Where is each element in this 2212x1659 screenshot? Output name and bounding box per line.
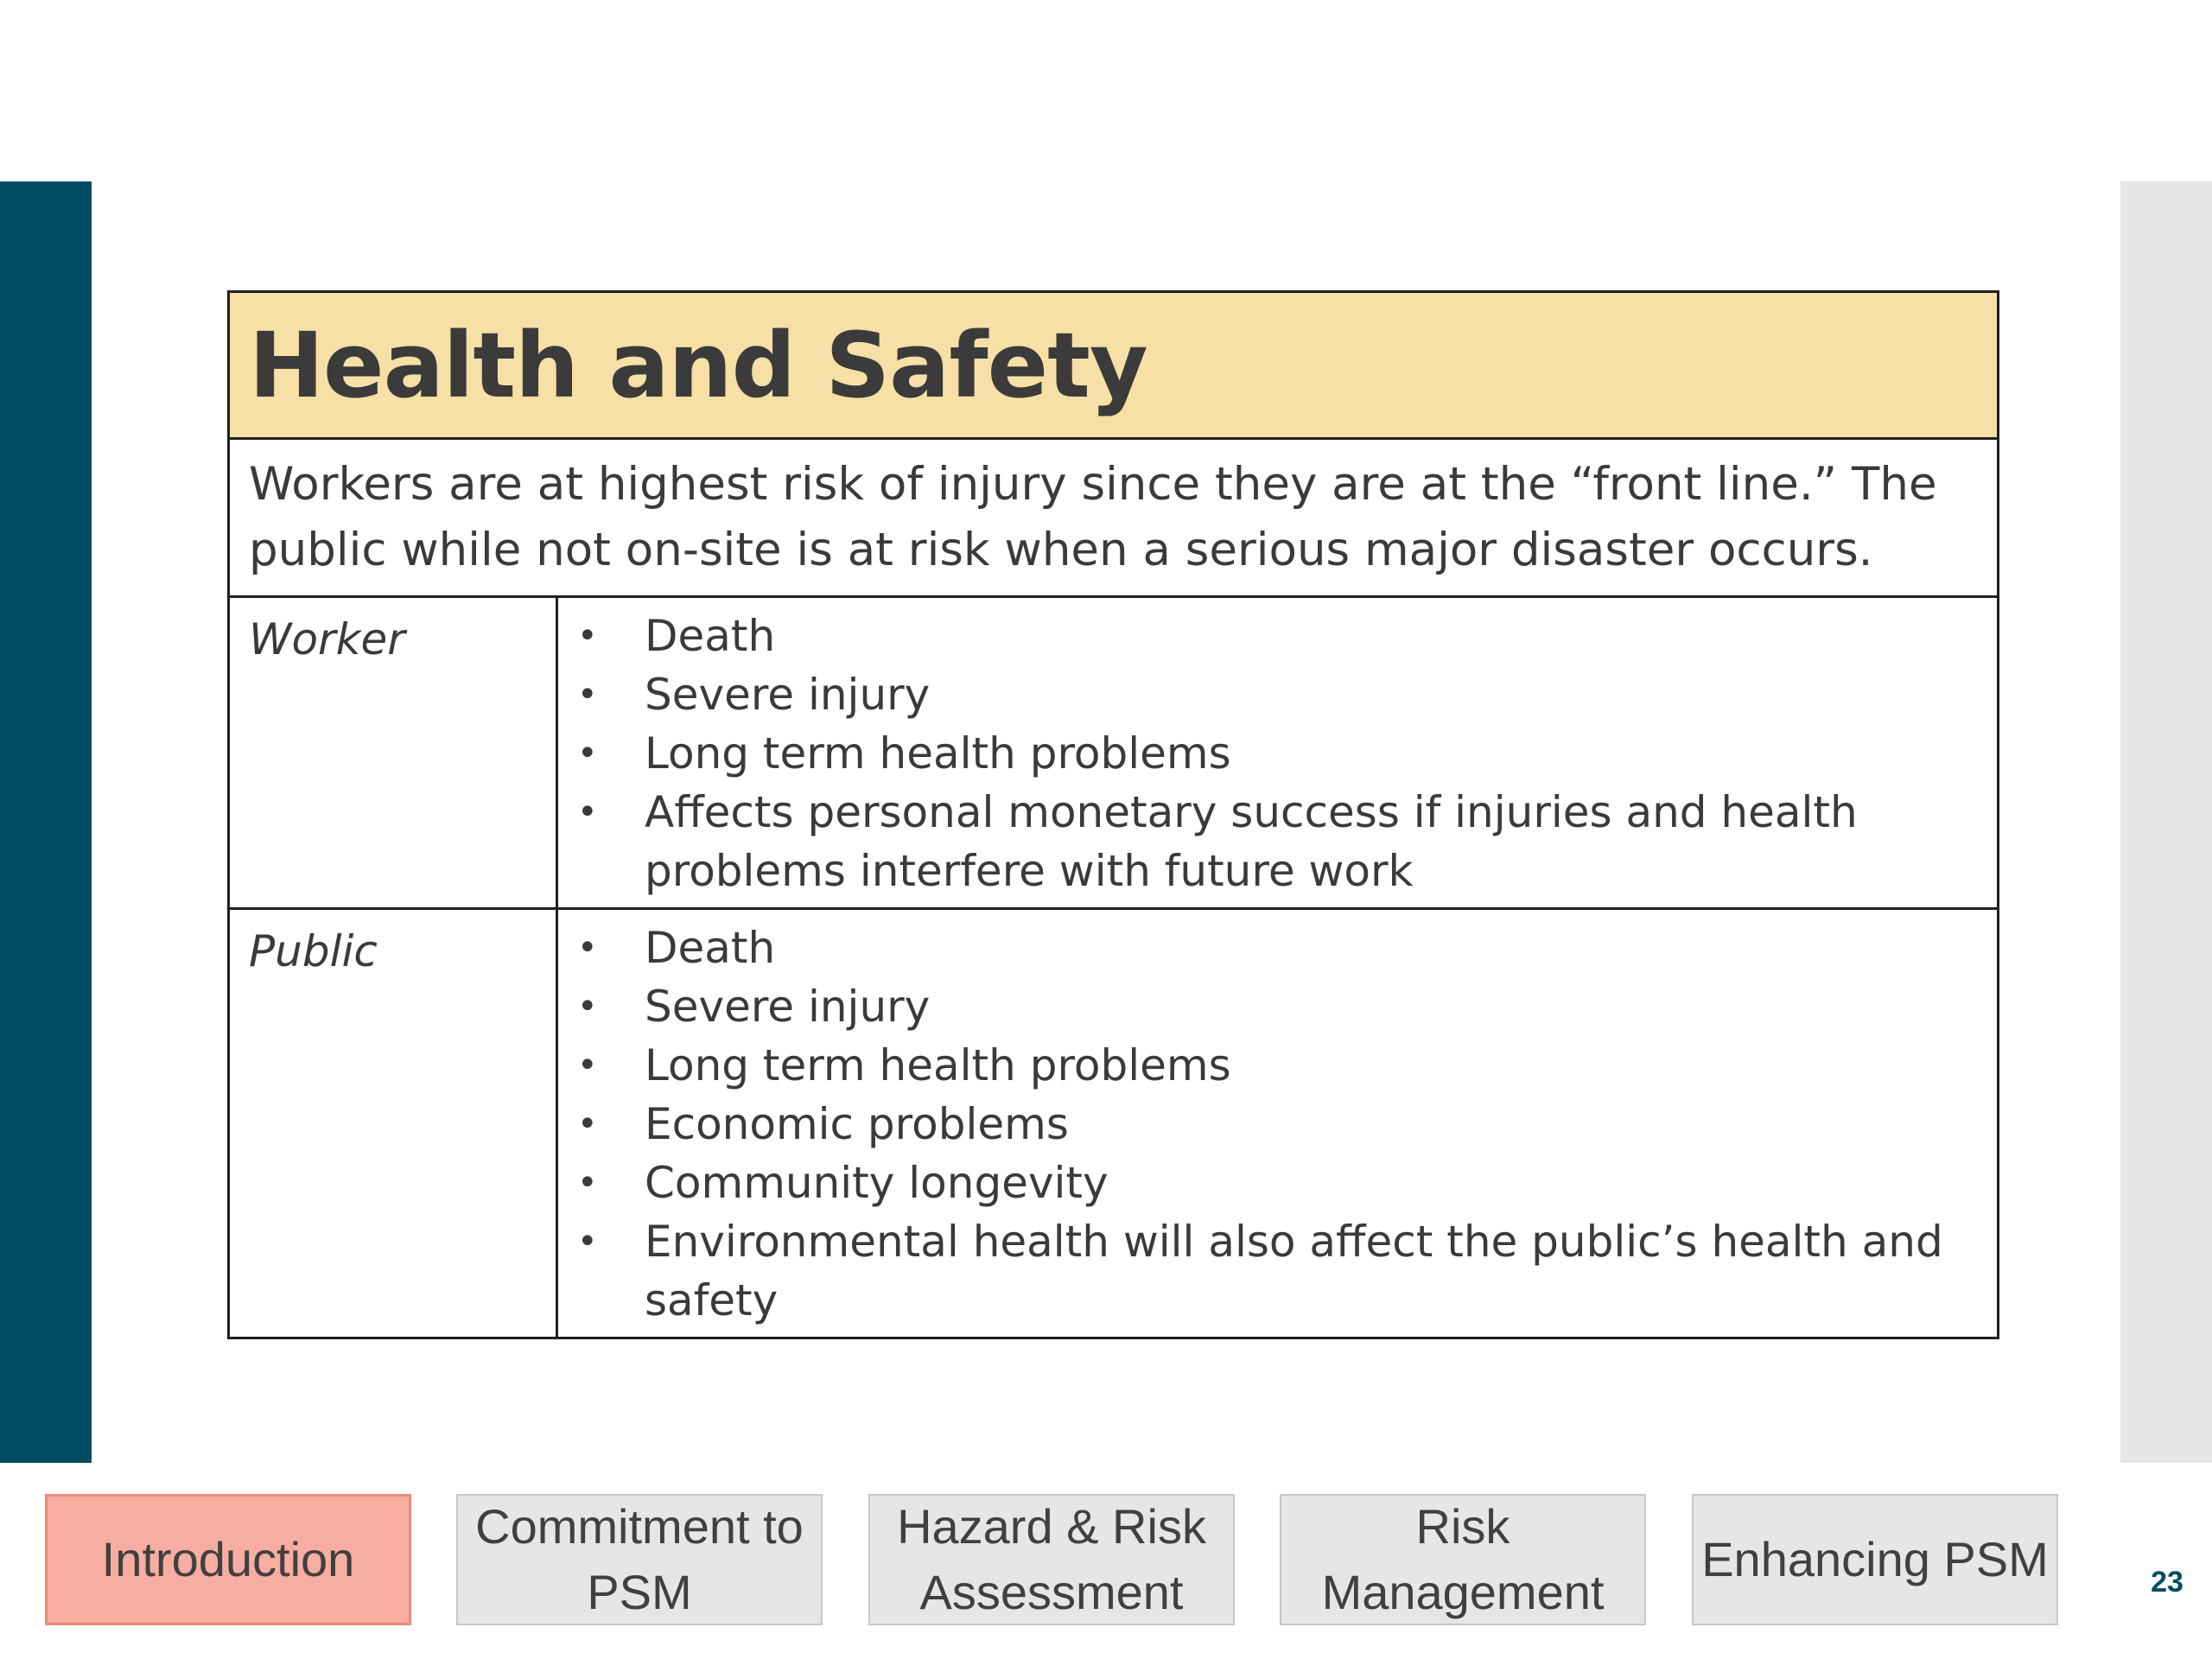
nav-button-commitment-to-psm[interactable]: Commitment to PSM	[456, 1494, 823, 1625]
list-item: • Long term health problems	[558, 1036, 1980, 1095]
nav-button-introduction[interactable]: Introduction	[45, 1494, 411, 1625]
list-item: • Death	[558, 918, 1980, 977]
nav-button-enhancing-psm[interactable]: Enhancing PSM	[1692, 1494, 2058, 1625]
nav-button-hazard-risk-assessment[interactable]: Hazard & Risk Assessment	[868, 1494, 1235, 1625]
list-item: • Severe injury	[558, 665, 1980, 724]
card-title-band	[230, 293, 1997, 440]
intro-text: Workers are at highest risk of injury since they are at the “front line.” The public while not on-site is at risk when a serious major disaster occurs.	[230, 440, 1997, 598]
row-label-public: Public	[230, 910, 558, 1337]
section-navigation	[0, 1494, 2212, 1625]
list-item: • Death	[558, 607, 1980, 665]
public-row	[230, 907, 1997, 1337]
list-item: • Environmental health will also affect the public’s health and safety	[558, 1212, 1980, 1330]
page-number: 23	[2151, 1566, 2183, 1599]
list-item: • Community longevity	[558, 1154, 1980, 1212]
list-item: • Severe injury	[558, 977, 1980, 1036]
list-item: • Economic problems	[558, 1095, 1980, 1154]
worker-row	[230, 598, 1997, 907]
left-accent-bar	[0, 181, 92, 1463]
slide-title: Health and Safety	[249, 312, 1147, 418]
public-impacts-list	[558, 918, 1980, 1330]
list-item: • Long term health problems	[558, 724, 1980, 783]
right-accent-bar	[2120, 181, 2212, 1463]
list-item: • Affects personal monetary success if injuries and health problems interfere with future work	[558, 783, 1980, 900]
worker-impacts-list	[558, 607, 1980, 900]
row-label-worker: Worker	[230, 598, 558, 907]
nav-button-risk-management[interactable]: Risk Management	[1280, 1494, 1646, 1625]
health-safety-card	[227, 290, 1999, 1339]
